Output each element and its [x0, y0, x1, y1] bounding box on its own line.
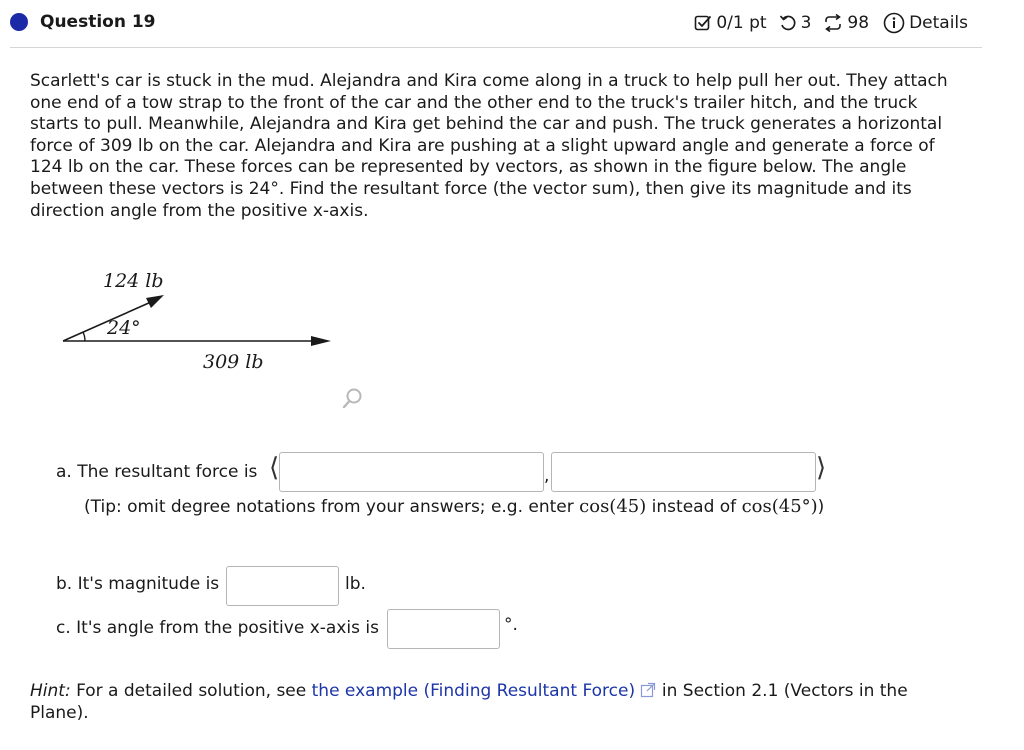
part-c-label: c. It's angle from the positive x-axis is	[56, 618, 379, 638]
header-divider	[10, 47, 982, 48]
details-label: Details	[909, 13, 968, 33]
submissions-repeat-icon	[823, 14, 843, 32]
vector-comma: ,	[544, 466, 550, 486]
external-link-icon	[640, 682, 656, 698]
angle-unit: °.	[504, 615, 518, 635]
hint-text: For a detailed solution, see	[76, 681, 307, 701]
part-b-label: b. It's magnitude is	[56, 574, 220, 594]
problem-text: Scarlett's car is stuck in the mud. Alejandra and Kira come along in a truck to help pull her out. They attach one end of a tow strap to the front of the car and the other end to the truck's trailer hitch, and the truck starts to pull. Meanwhile, Alejandra and Kira get behind the car and push. The truck generates a horizontal force of 309 lb on the car. Alejandra and Kira are pushing at a slight upward angle and generate a force of 124 lb on the car. These forces can be represented by vectors, as shown in the figure below. The angle between these vectors is 24°. Find the resultant force (the vector sum), then give its magnitude and its direction angle from the positive x-axis.	[30, 71, 948, 221]
angle-label: 24°	[107, 317, 141, 339]
magnifier-icon	[342, 387, 364, 409]
resultant-y-input[interactable]	[551, 452, 816, 492]
tip-middle: instead of	[651, 497, 737, 517]
question-title: Question 19	[40, 12, 156, 32]
retries-count: 3	[800, 13, 812, 33]
vector-309-arrowhead	[311, 336, 331, 346]
retry-icon	[779, 14, 797, 32]
tip-good-example: cos(45)	[579, 496, 647, 517]
vector-diagram	[55, 265, 345, 355]
magnitude-unit: lb.	[345, 574, 366, 594]
example-link[interactable]: the example (Finding Resultant Force)	[311, 681, 636, 701]
score-text: 0/1 pt	[716, 13, 767, 33]
info-icon	[883, 12, 905, 34]
question-meta	[694, 12, 968, 34]
angle-input[interactable]	[387, 609, 500, 649]
hint-prefix: Hint:	[30, 681, 71, 701]
score-indicator	[694, 13, 766, 33]
part-a-label: a. The resultant force is	[56, 462, 258, 482]
retries-indicator	[779, 13, 812, 33]
vector-124-arrowhead	[146, 295, 164, 308]
submissions-indicator	[823, 13, 869, 33]
magnitude-input[interactable]	[226, 566, 339, 606]
tip-text	[84, 496, 824, 517]
hint	[30, 681, 930, 724]
tip-suffix: )	[817, 497, 825, 517]
left-angle-bracket: ⟨	[269, 453, 280, 483]
question-status-dot-icon	[10, 13, 28, 31]
tip-bad-example: cos(45°)	[741, 496, 818, 517]
details-button[interactable]	[883, 12, 968, 34]
checkbox-icon	[694, 14, 712, 32]
vector-309-label: 309 lb	[203, 351, 264, 373]
vector-124-label: 124 lb	[103, 270, 164, 292]
right-angle-bracket: ⟩	[816, 453, 827, 483]
tip-prefix: (Tip: omit degree notations from your answers; e.g. enter	[84, 497, 574, 517]
zoom-image-button[interactable]	[342, 387, 364, 413]
submissions-count: 98	[847, 13, 870, 33]
angle-arc	[83, 332, 85, 341]
hint-suffix: in Section 2.1 (Vectors in the Plane).	[30, 681, 908, 723]
resultant-x-input[interactable]	[279, 452, 544, 492]
